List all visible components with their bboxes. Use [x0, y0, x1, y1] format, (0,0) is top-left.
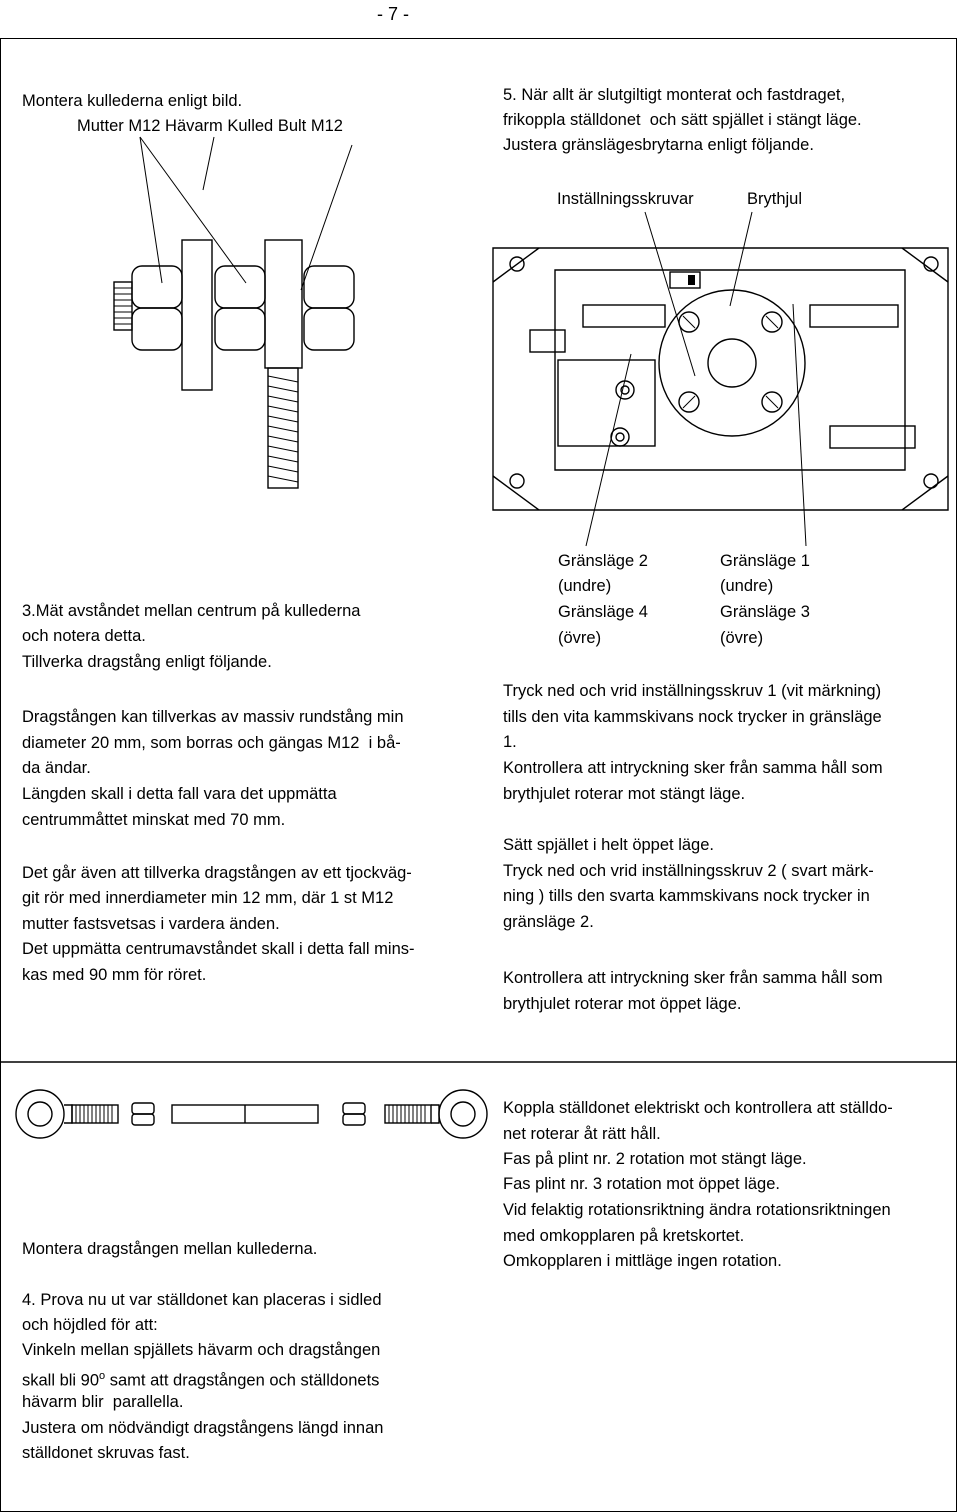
- step3-line3: Tillverka dragstång enligt följande.: [22, 653, 272, 671]
- adjust2-line2: Tryck ned och vrid inställningsskruv 2 ( svart märk-: [503, 862, 874, 880]
- electric-line4: Fas plint nr. 3 rotation mot öppet läge.: [503, 1175, 780, 1193]
- part-labels: Mutter M12 Hävarm Kulled Bult M12: [77, 117, 343, 135]
- mount-rod-text: Montera dragstången mellan kullederna.: [22, 1240, 318, 1258]
- adjust2-line3: ning ) tills den svarta kammskivans nock trycker in: [503, 887, 870, 905]
- step4-line6: Justera om nödvändigt dragstångens längd innan: [22, 1419, 384, 1437]
- step5-line1: 5. När allt är slutgiltigt monterat och fastdraget,: [503, 86, 846, 104]
- label-gl2b: (undre): [558, 577, 612, 595]
- label-screws: Inställningsskruvar: [557, 190, 694, 208]
- step4-line3: Vinkeln mellan spjällets hävarm och dragstången: [22, 1341, 381, 1359]
- label-gl3: Gränsläge 3: [720, 603, 810, 621]
- step4-angle-rest: samt att dragstången och ställdonets: [105, 1371, 380, 1390]
- adjust1-line5: brythjulet roterar mot stängt läge.: [503, 785, 746, 803]
- label-gl1: Gränsläge 1: [720, 552, 810, 570]
- electric-line5: Vid felaktig rotationsriktning ändra rotationsriktningen: [503, 1201, 891, 1219]
- left-leader-lines: [140, 137, 352, 290]
- adjust2-line1: Sätt spjället i helt öppet läge.: [503, 836, 714, 854]
- adjust1-line1: Tryck ned och vrid inställningsskruv 1 (vit märkning): [503, 682, 882, 700]
- adjust3-line1: Kontrollera att intryckning sker från samma håll som: [503, 969, 883, 987]
- rod-assembly: [16, 1090, 487, 1138]
- intro-line: Montera kullederna enligt bild.: [22, 92, 243, 110]
- adjust1-line4: Kontrollera att intryckning sker från samma håll som: [503, 759, 883, 777]
- tube-line4: Det uppmätta centrumavståndet skall i detta fall mins-: [22, 940, 415, 958]
- step3-line2: och notera detta.: [22, 627, 146, 645]
- electric-line3: Fas på plint nr. 2 rotation mot stängt läge.: [503, 1150, 807, 1168]
- label-wheel: Brythjul: [747, 190, 803, 208]
- rod-line1: Dragstången kan tillverkas av massiv rundstång min: [22, 708, 404, 726]
- rod-line3: da ändar.: [22, 759, 91, 777]
- adjust2-line4: gränsläge 2.: [503, 913, 594, 931]
- adjust1-line2: tills den vita kammskivans nock trycker in gränsläge: [503, 708, 882, 726]
- label-gl4b: (övre): [558, 629, 602, 647]
- label-gl1b: (undre): [720, 577, 774, 595]
- tube-line2: git rör med innerdiameter min 12 mm, där 1 st M12: [22, 889, 394, 907]
- tube-line3: mutter fastsvetsas i vardera änden.: [22, 915, 280, 933]
- step3-line1: 3.Mät avståndet mellan centrum på kullederna: [22, 602, 361, 620]
- electric-line7: Omkopplaren i mittläge ingen rotation.: [503, 1252, 782, 1270]
- step4-line2: och höjdled för att:: [22, 1316, 158, 1334]
- actuator-plate: [493, 248, 948, 510]
- electric-line6: med omkopplaren på kretskortet.: [503, 1227, 745, 1245]
- step5-line3: Justera gränslägesbrytarna enligt följande.: [503, 136, 814, 154]
- electric-line1: Koppla ställdonet elektriskt och kontrollera att ställdo-: [503, 1099, 893, 1117]
- rod-line4: Längden skall i detta fall vara det uppmätta: [22, 785, 337, 803]
- step4-line1: 4. Prova nu ut var ställdonet kan placeras i sidled: [22, 1291, 382, 1309]
- adjust3-line2: brythjulet roterar mot öppet läge.: [503, 995, 742, 1013]
- rod-line2: diameter 20 mm, som borras och gängas M12 i bå-: [22, 734, 401, 752]
- step5-line2: frikoppla ställdonet och sätt spjället i stängt läge.: [503, 111, 862, 129]
- page-number: - 7 -: [377, 4, 410, 24]
- tube-line5: kas med 90 mm för röret.: [22, 966, 207, 984]
- step4-angle-text: skall bli 90: [22, 1371, 100, 1390]
- label-gl2: Gränsläge 2: [558, 552, 648, 570]
- step4-line7: ställdonet skruvas fast.: [22, 1444, 190, 1462]
- actuator-leader-lines: [586, 212, 806, 546]
- degree-superscript: o: [99, 1370, 106, 1382]
- label-gl3b: (övre): [720, 629, 764, 647]
- step4-line5: hävarm blir parallella.: [22, 1393, 184, 1411]
- linkage-drawing: [114, 240, 354, 488]
- label-gl4: Gränsläge 4: [558, 603, 648, 621]
- adjust1-line3: 1.: [503, 733, 517, 751]
- rod-line5: centrummåttet minskat med 70 mm.: [22, 811, 286, 829]
- tube-line1: Det går även att tillverka dragstången av ett tjockväg-: [22, 864, 412, 882]
- electric-line2: net roterar åt rätt håll.: [503, 1125, 661, 1143]
